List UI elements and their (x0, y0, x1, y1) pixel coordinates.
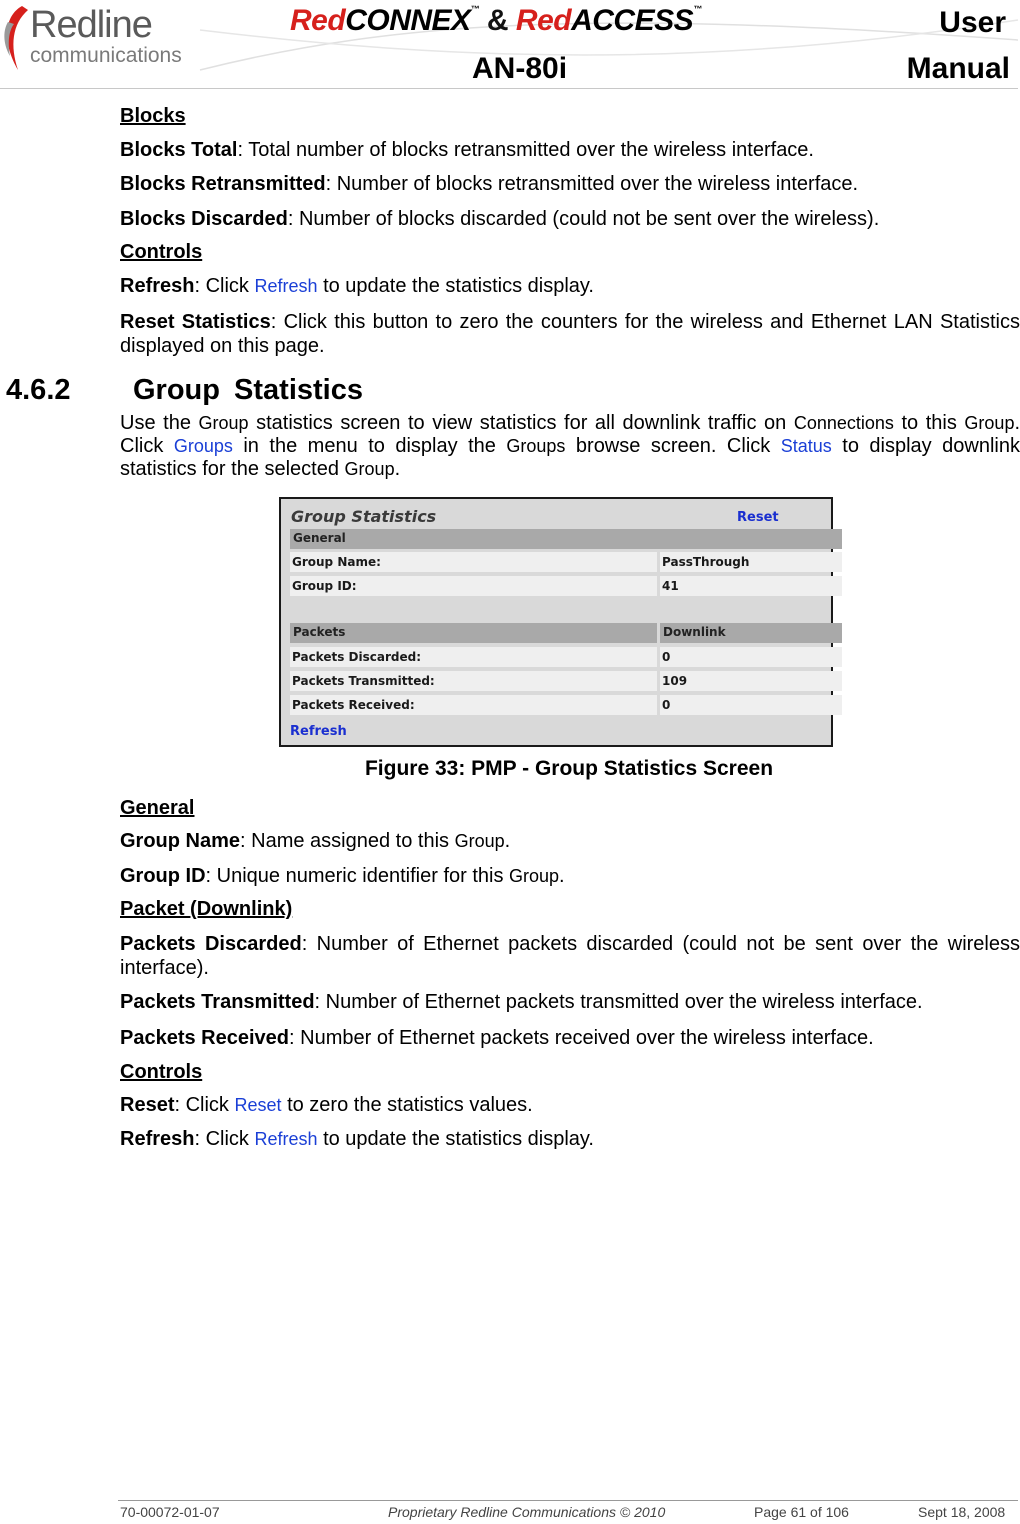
doc-title-manual: Manual (906, 52, 1010, 85)
packets-received-value: 0 (660, 695, 842, 715)
figure-caption: Figure 33: PMP - Group Statistics Screen (364, 757, 774, 780)
controls-heading-2: Controls (120, 1061, 203, 1083)
group-name-item: Group Name: Name assigned to this Group. (120, 830, 511, 852)
section-intro-paragraph: Use the Group statistics screen to view statistics for all downlink traffic on Connections to this Group. Click Groups in the menu to display the Groups browse screen. Click Status to display downlink statistics for the selected Group. (120, 412, 1020, 480)
header-divider (0, 88, 1018, 89)
group-id-value: 41 (660, 576, 842, 596)
general-header-band: General (290, 529, 842, 549)
model-name: AN-80i (472, 52, 568, 85)
packets-discarded-value: 0 (660, 647, 842, 667)
controls-heading-1: Controls (120, 241, 203, 263)
packets-discarded-label: Packets Discarded: (290, 647, 657, 667)
footer-page-number: Page 61 of 106 (754, 1504, 849, 1520)
logo-wordmark: Redline (30, 4, 152, 46)
screenshot-title: Group Statistics (291, 507, 437, 526)
controls-refresh-item: Refresh: Click Refresh to update the statistics display. (120, 275, 594, 297)
controls-refresh-item-2: Refresh: Click Refresh to update the statistics display. (120, 1128, 594, 1150)
blocks-retransmitted-item: Blocks Retransmitted: Number of blocks retransmitted over the wireless interface. (120, 173, 859, 195)
group-id-label: Group ID: (290, 576, 657, 596)
refresh-link-ref: Refresh (254, 276, 318, 296)
product-line-title: RedCONNEX™ & RedACCESS™ (290, 4, 702, 37)
packets-received-item: Packets Received: Number of Ethernet packets received over the wireless interface. (120, 1027, 874, 1049)
footer-divider (118, 1500, 1018, 1501)
logo-subtitle: communications (30, 44, 182, 67)
packets-transmitted-value: 109 (660, 671, 842, 691)
group-id-item: Group ID: Unique numeric identifier for this Group. (120, 865, 565, 887)
blocks-discarded-item: Blocks Discarded: Number of blocks discarded (could not be sent over the wireless). (120, 208, 880, 230)
packets-transmitted-label: Packets Transmitted: (290, 671, 657, 691)
group-name-label: Group Name: (290, 552, 657, 572)
packet-downlink-heading: Packet (Downlink) (120, 898, 293, 920)
footer-copyright: Proprietary Redline Communications © 2010 (388, 1504, 666, 1520)
section-title: Group Statistics (133, 374, 363, 406)
packets-transmitted-item: Packets Transmitted: Number of Ethernet packets transmitted over the wireless interface. (120, 991, 923, 1013)
refresh-link[interactable]: Refresh (290, 724, 347, 739)
footer-doc-number: 70-00072-01-07 (120, 1504, 220, 1520)
blocks-total-item: Blocks Total: Total number of blocks retransmitted over the wireless interface. (120, 139, 814, 161)
packets-received-label: Packets Received: (290, 695, 657, 715)
downlink-header: Downlink (660, 623, 842, 643)
blocks-heading: Blocks (120, 105, 186, 127)
doc-title-user: User (939, 6, 1006, 39)
packets-discarded-item: Packets Discarded: Number of Ethernet packets discarded (could not be sent over the wireless interface). (120, 933, 1020, 979)
reset-link[interactable]: Reset (737, 510, 779, 525)
group-name-value: PassThrough (660, 552, 842, 572)
section-number: 4.6.2 (6, 374, 71, 406)
footer-date: Sept 18, 2008 (918, 1504, 1006, 1520)
redline-logo (0, 0, 210, 80)
packets-header: Packets (290, 623, 657, 643)
controls-reset-statistics-item: Reset Statistics: Click this button to zero the counters for the wireless and Ethernet LAN Statistics displayed on this page. (120, 311, 1020, 357)
controls-reset-item: Reset: Click Reset to zero the statistics values. (120, 1094, 533, 1116)
general-heading: General (120, 797, 195, 819)
redline-swoosh-icon (0, 2, 30, 72)
group-statistics-screenshot (279, 497, 833, 747)
